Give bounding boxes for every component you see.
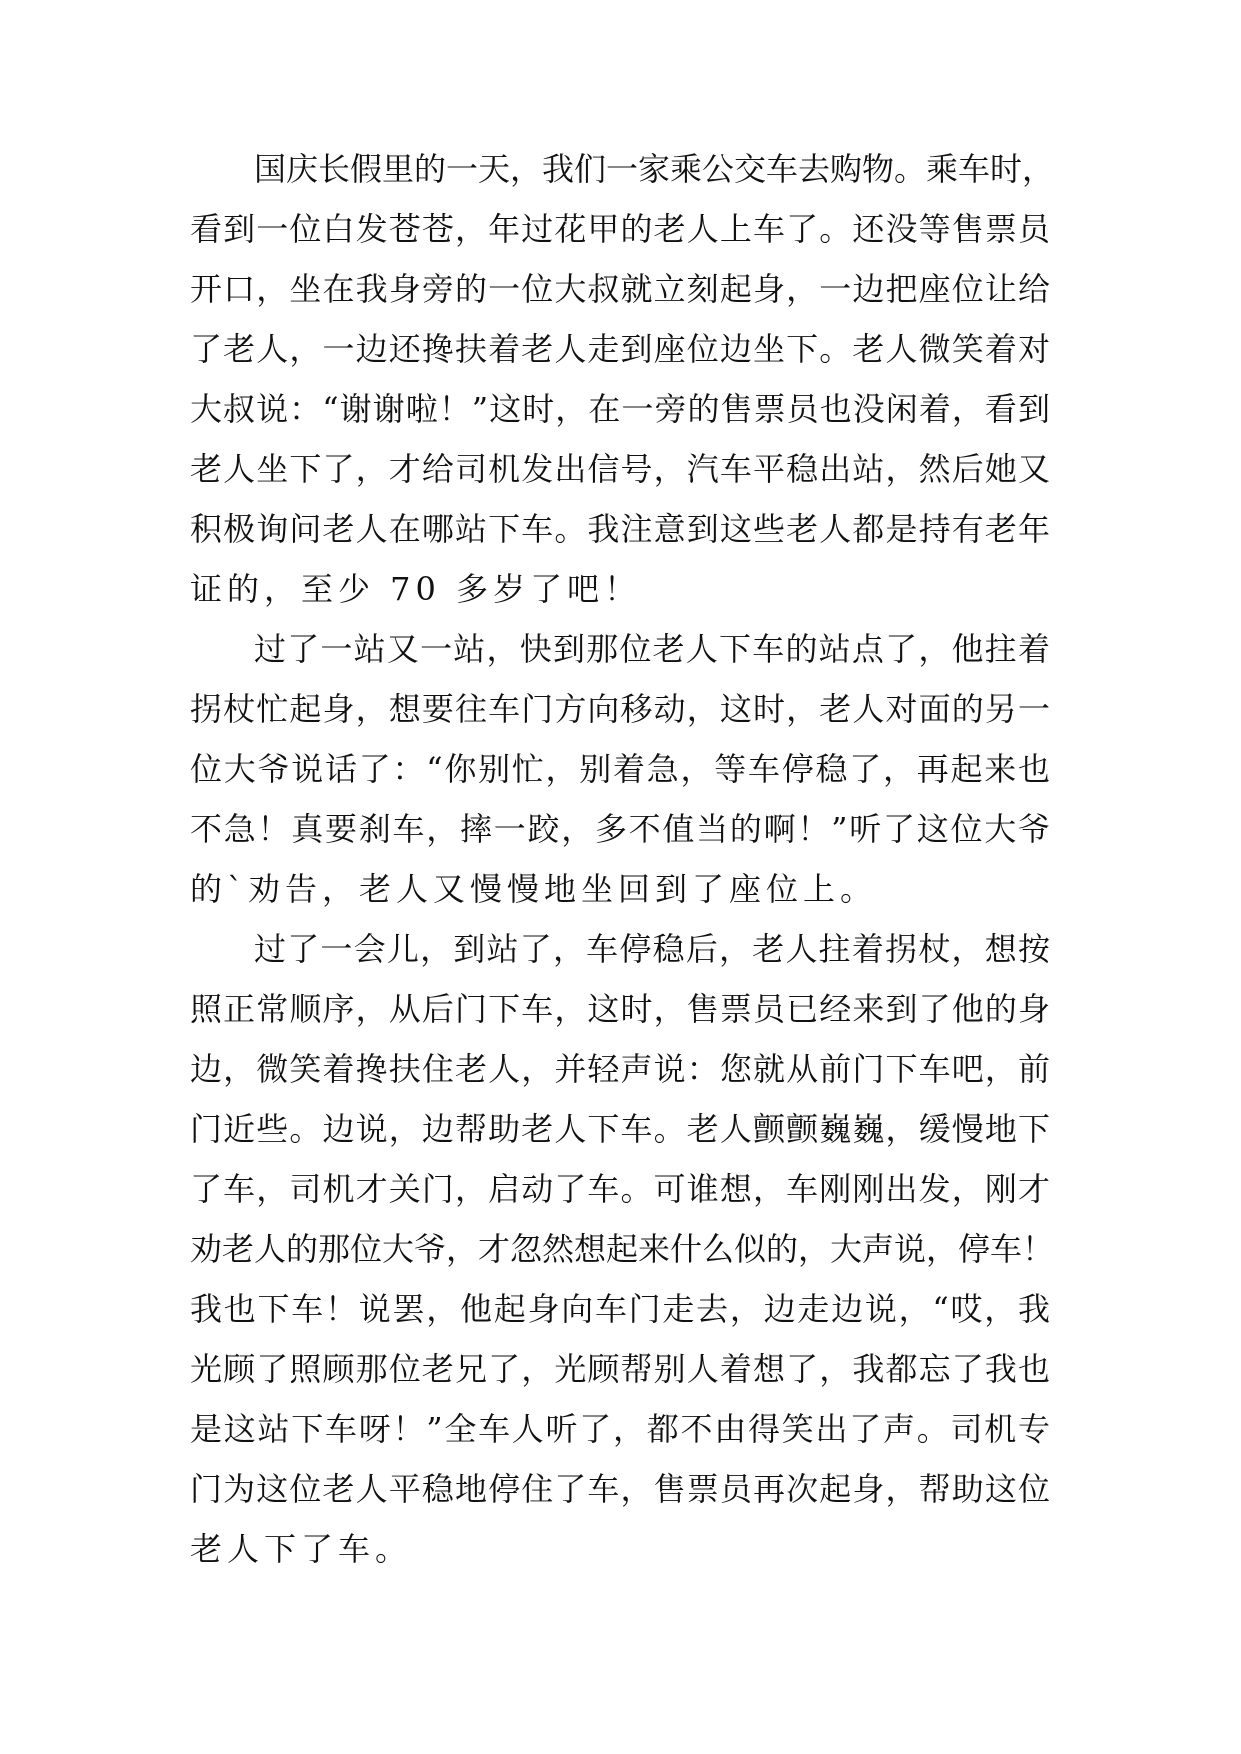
paragraph-3-line-10: 门为这位老人平稳地停住了车，售票员再次起身，帮助这位 (190, 1470, 1050, 1508)
paragraph-2-line-5: 的`劝告，老人又慢慢地坐回到了座位上。 (190, 870, 878, 908)
paragraph-1-line-6: 老人坐下了，才给司机发出信号，汽车平稳出站，然后她又 (190, 450, 1050, 488)
paragraph-3-line-11: 老人下了车。 (190, 1530, 413, 1568)
paragraph-1-line-3: 开口，坐在我身旁的一位大叔就立刻起身，一边把座位让给 (190, 270, 1050, 308)
paragraph-1-line-8: 证的，至少 70 多岁了吧！ (190, 570, 642, 608)
paragraph-3-line-8: 光顾了照顾那位老兄了，光顾帮别人着想了，我都忘了我也 (190, 1350, 1050, 1388)
paragraph-3-line-9: 是这站下车呀！”全车人听了，都不由得笑出了声。司机专 (190, 1410, 1050, 1448)
paragraph-1-line-4: 了老人，一边还搀扶着老人走到座位边坐下。老人微笑着对 (190, 330, 1050, 368)
paragraph-3-line-7: 我也下车！说罢，他起身向车门走去，边走边说，“哎，我 (190, 1290, 1050, 1328)
paragraph-1-line-5: 大叔说：“谢谢啦！”这时，在一旁的售票员也没闲着，看到 (190, 390, 1050, 428)
paragraph-3-line-3: 边，微笑着搀扶住老人，并轻声说：您就从前门下车吧，前 (190, 1050, 1050, 1088)
paragraph-1-line-2: 看到一位白发苍苍，年过花甲的老人上车了。还没等售票员 (190, 210, 1050, 248)
paragraph-3-line-6: 劝老人的那位大爷，才忽然想起来什么似的，大声说，停车！ (190, 1230, 1055, 1268)
paragraph-3-line-1: 过了一会儿，到站了，车停稳后，老人拄着拐杖，想按 (254, 930, 1050, 968)
paragraph-2-line-3: 位大爷说话了：“你别忙，别着急，等车停稳了，再起来也 (190, 750, 1050, 788)
paragraph-3-line-2: 照正常顺序，从后门下车，这时，售票员已经来到了他的身 (190, 990, 1050, 1028)
paragraph-2-line-2: 拐杖忙起身，想要往车门方向移动，这时，老人对面的另一 (190, 690, 1050, 728)
paragraph-2-line-4: 不急！真要刹车，摔一跤，多不值当的啊！”听了这位大爷 (190, 810, 1050, 848)
paragraph-3-line-4: 门近些。边说，边帮助老人下车。老人颤颤巍巍，缓慢地下 (190, 1110, 1050, 1148)
paragraph-1-line-7: 积极询问老人在哪站下车。我注意到这些老人都是持有老年 (190, 510, 1050, 548)
paragraph-2-line-1: 过了一站又一站，快到那位老人下车的站点了，他拄着 (254, 630, 1050, 668)
paragraph-3-line-5: 了车，司机才关门，启动了车。可谁想，车刚刚出发，刚才 (190, 1170, 1050, 1208)
paragraph-1-line-1: 国庆长假里的一天，我们一家乘公交车去购物。乘车时， (254, 150, 1055, 188)
